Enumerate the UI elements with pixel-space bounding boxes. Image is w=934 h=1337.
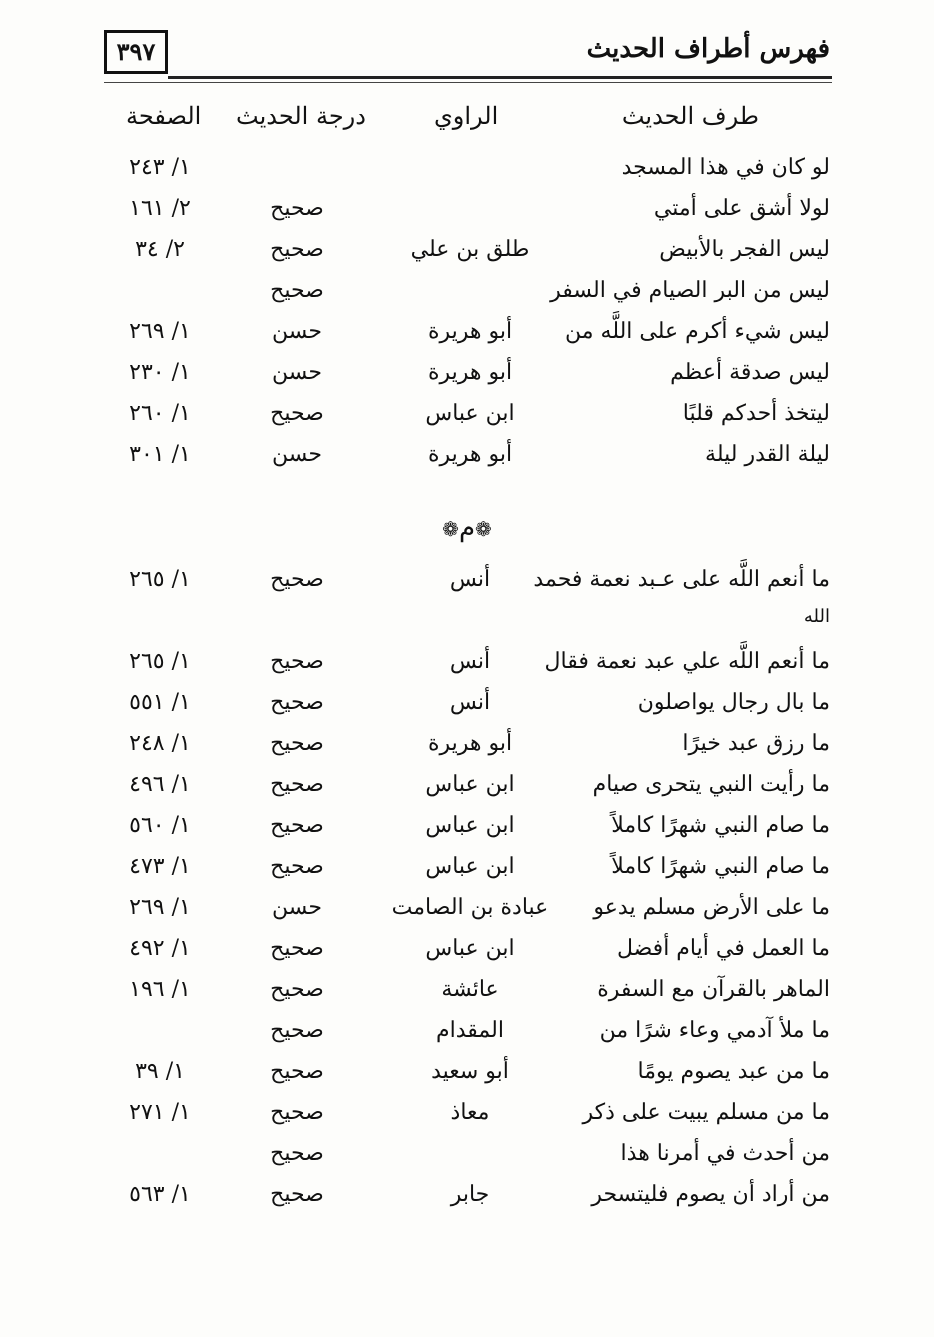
- page-ref: ١/ ٢٦٥: [129, 567, 191, 592]
- grade-text: حسن: [272, 895, 322, 920]
- page-ref: ١/ ٢٧١: [129, 1100, 191, 1125]
- column-header-grade: درجة الحديث: [236, 102, 366, 130]
- page-ref: ١/ ١٩٦: [129, 977, 191, 1002]
- column-header-rawi: الراوي: [434, 102, 499, 130]
- hadith-text: لو كان في هذا المسجد: [621, 155, 830, 180]
- hadith-continuation: الله: [803, 606, 830, 627]
- page-ref: ١/ ٢٤٨: [129, 731, 191, 756]
- grade-text: صحيح: [270, 196, 324, 221]
- table-row: [0, 353, 934, 393]
- hadith-text: ليتخذ أحدكم قلبًا: [682, 401, 830, 426]
- table-row: [0, 148, 934, 188]
- hadith-text: ليلة القدر ليلة: [705, 442, 830, 467]
- rawi-text: المقدام: [436, 1018, 504, 1043]
- page-ref: ١/ ٥٦٣: [129, 1182, 191, 1207]
- grade-text: صحيح: [270, 401, 324, 426]
- table-row: [0, 1134, 934, 1174]
- hadith-text: ليس من البر الصيام في السفر: [550, 278, 830, 303]
- page-ref: ١/ ٥٥١: [129, 690, 191, 715]
- rawi-text: أنس: [449, 690, 491, 715]
- page-ref: ١/ ٢٦٩: [129, 895, 191, 920]
- hadith-text: ما أنعم اللَّه علي عبد نعمة فقال: [544, 649, 830, 674]
- hadith-text: ما صام النبي شهرًا كاملاً: [611, 813, 830, 838]
- table-row: [0, 230, 934, 270]
- page-ref: ١/ ٢٦٥: [129, 649, 191, 674]
- hadith-text: ليس صدقة أعظم: [670, 360, 830, 385]
- table-row: [0, 970, 934, 1010]
- table-row: [0, 642, 934, 682]
- grade-text: صحيح: [270, 1100, 324, 1125]
- table-row: [0, 683, 934, 723]
- grade-text: صحيح: [270, 854, 324, 879]
- grade-text: صحيح: [270, 772, 324, 797]
- hadith-text: ليس شيء أكرم على اللَّه من: [565, 319, 830, 344]
- table-row: [0, 560, 934, 600]
- rawi-text: ابن عباس: [425, 772, 515, 797]
- grade-text: حسن: [272, 360, 322, 385]
- grade-text: صحيح: [270, 1018, 324, 1043]
- table-row: [0, 435, 934, 475]
- table-row: [0, 724, 934, 764]
- table-row: [0, 888, 934, 928]
- hadith-text: ما رزق عبد خيرًا: [682, 731, 830, 756]
- section-mim-label: م: [458, 513, 476, 543]
- table-row: [0, 1011, 934, 1051]
- table-row: [0, 806, 934, 846]
- column-header-hadith: طرف الحديث: [621, 102, 759, 130]
- hadith-text: من أراد أن يصوم فليتسحر: [591, 1182, 830, 1207]
- page-ref: ١/ ٤٩٢: [129, 936, 191, 961]
- header-rule-thin: [104, 82, 832, 83]
- hadith-text: ما العمل في أيام أفضل: [616, 936, 830, 961]
- page-ref: ١/ ٢٣٠: [129, 360, 191, 385]
- rawi-text: جابر: [450, 1182, 490, 1207]
- table-row: [0, 1175, 934, 1215]
- grade-text: صحيح: [270, 977, 324, 1002]
- rawi-text: ابن عباس: [425, 813, 515, 838]
- ornament-icon: ❁: [475, 517, 492, 541]
- table-row: [0, 847, 934, 887]
- rawi-text: أبو هريرة: [427, 731, 513, 756]
- table-row: [0, 394, 934, 434]
- hadith-text: ما صام النبي شهرًا كاملاً: [611, 854, 830, 879]
- page-ref: ١/ ٣٩: [135, 1059, 185, 1084]
- rawi-text: أبو هريرة: [427, 319, 513, 344]
- rawi-text: معاذ: [450, 1100, 490, 1125]
- hadith-text: ما من مسلم يبيت على ذكر: [582, 1100, 830, 1125]
- rawi-text: عائشة: [441, 977, 499, 1002]
- rawi-text: ابن عباس: [425, 854, 515, 879]
- hadith-text: ما أنعم اللَّه على عـبد نعمة فحمد: [533, 567, 830, 592]
- table-row: [0, 1052, 934, 1092]
- page-ref: ١/ ٤٩٦: [129, 772, 191, 797]
- grade-text: صحيح: [270, 936, 324, 961]
- column-header-page: الصفحة: [126, 102, 202, 130]
- ornament-icon: ❁: [442, 517, 459, 541]
- grade-text: صحيح: [270, 1059, 324, 1084]
- table-row: [0, 271, 934, 311]
- page-ref: ١/ ٤٧٣: [129, 854, 191, 879]
- page-ref: ١/ ٣٠١: [129, 442, 191, 467]
- table-row: [0, 929, 934, 969]
- hadith-text: ما على الأرض مسلم يدعو: [593, 895, 830, 920]
- page-ref: ٢/ ٣٤: [135, 237, 185, 262]
- rawi-text: أنس: [449, 567, 491, 592]
- page-title: فهرس أطراف الحديث: [586, 34, 830, 64]
- grade-text: صحيح: [270, 813, 324, 838]
- page-ref: ١/ ٥٦٠: [129, 813, 191, 838]
- rawi-text: عبادة بن الصامت: [391, 895, 549, 920]
- hadith-text: ما بال رجال يواصلون: [637, 690, 830, 715]
- rawi-text: ابن عباس: [425, 401, 515, 426]
- table-row: [0, 312, 934, 352]
- hadith-text: من أحدث في أمرنا هذا: [620, 1141, 830, 1166]
- rawi-text: أبو هريرة: [427, 360, 513, 385]
- header-rule: [168, 76, 832, 79]
- grade-text: صحيح: [270, 690, 324, 715]
- grade-text: صحيح: [270, 1141, 324, 1166]
- grade-text: صحيح: [270, 567, 324, 592]
- hadith-text: ليس الفجر بالأبيض: [659, 237, 830, 262]
- page-ref: ٢/ ١٦١: [129, 196, 191, 221]
- page-ref: ١/ ٢٤٣: [129, 155, 191, 180]
- hadith-text: الماهر بالقرآن مع السفرة: [597, 977, 830, 1002]
- rawi-text: أنس: [449, 649, 491, 674]
- page-ref: ١/ ٢٦٠: [129, 401, 191, 426]
- grade-text: صحيح: [270, 237, 324, 262]
- grade-text: صحيح: [270, 649, 324, 674]
- page-number-box: ٣٩٧: [104, 30, 168, 74]
- rawi-text: أبو سعيد: [431, 1059, 509, 1084]
- hadith-text: ما ملأ آدمي وعاء شرًا من: [599, 1018, 830, 1043]
- section-mim-marker: [417, 510, 517, 546]
- hadith-text: لولا أشق على أمتي: [653, 196, 830, 221]
- rawi-text: أبو هريرة: [427, 442, 513, 467]
- table-row: [0, 189, 934, 229]
- hadith-text: ما من عبد يصوم يومًا: [637, 1059, 830, 1084]
- grade-text: حسن: [272, 442, 322, 467]
- table-row: [0, 1093, 934, 1133]
- hadith-text: ما رأيت النبي يتحرى صيام: [592, 772, 830, 797]
- grade-text: صحيح: [270, 731, 324, 756]
- grade-text: صحيح: [270, 1182, 324, 1207]
- rawi-text: ابن عباس: [425, 936, 515, 961]
- rawi-text: طلق بن علي: [410, 237, 530, 262]
- grade-text: صحيح: [270, 278, 324, 303]
- grade-text: حسن: [272, 319, 322, 344]
- page-ref: ١/ ٢٦٩: [129, 319, 191, 344]
- table-row: [0, 765, 934, 805]
